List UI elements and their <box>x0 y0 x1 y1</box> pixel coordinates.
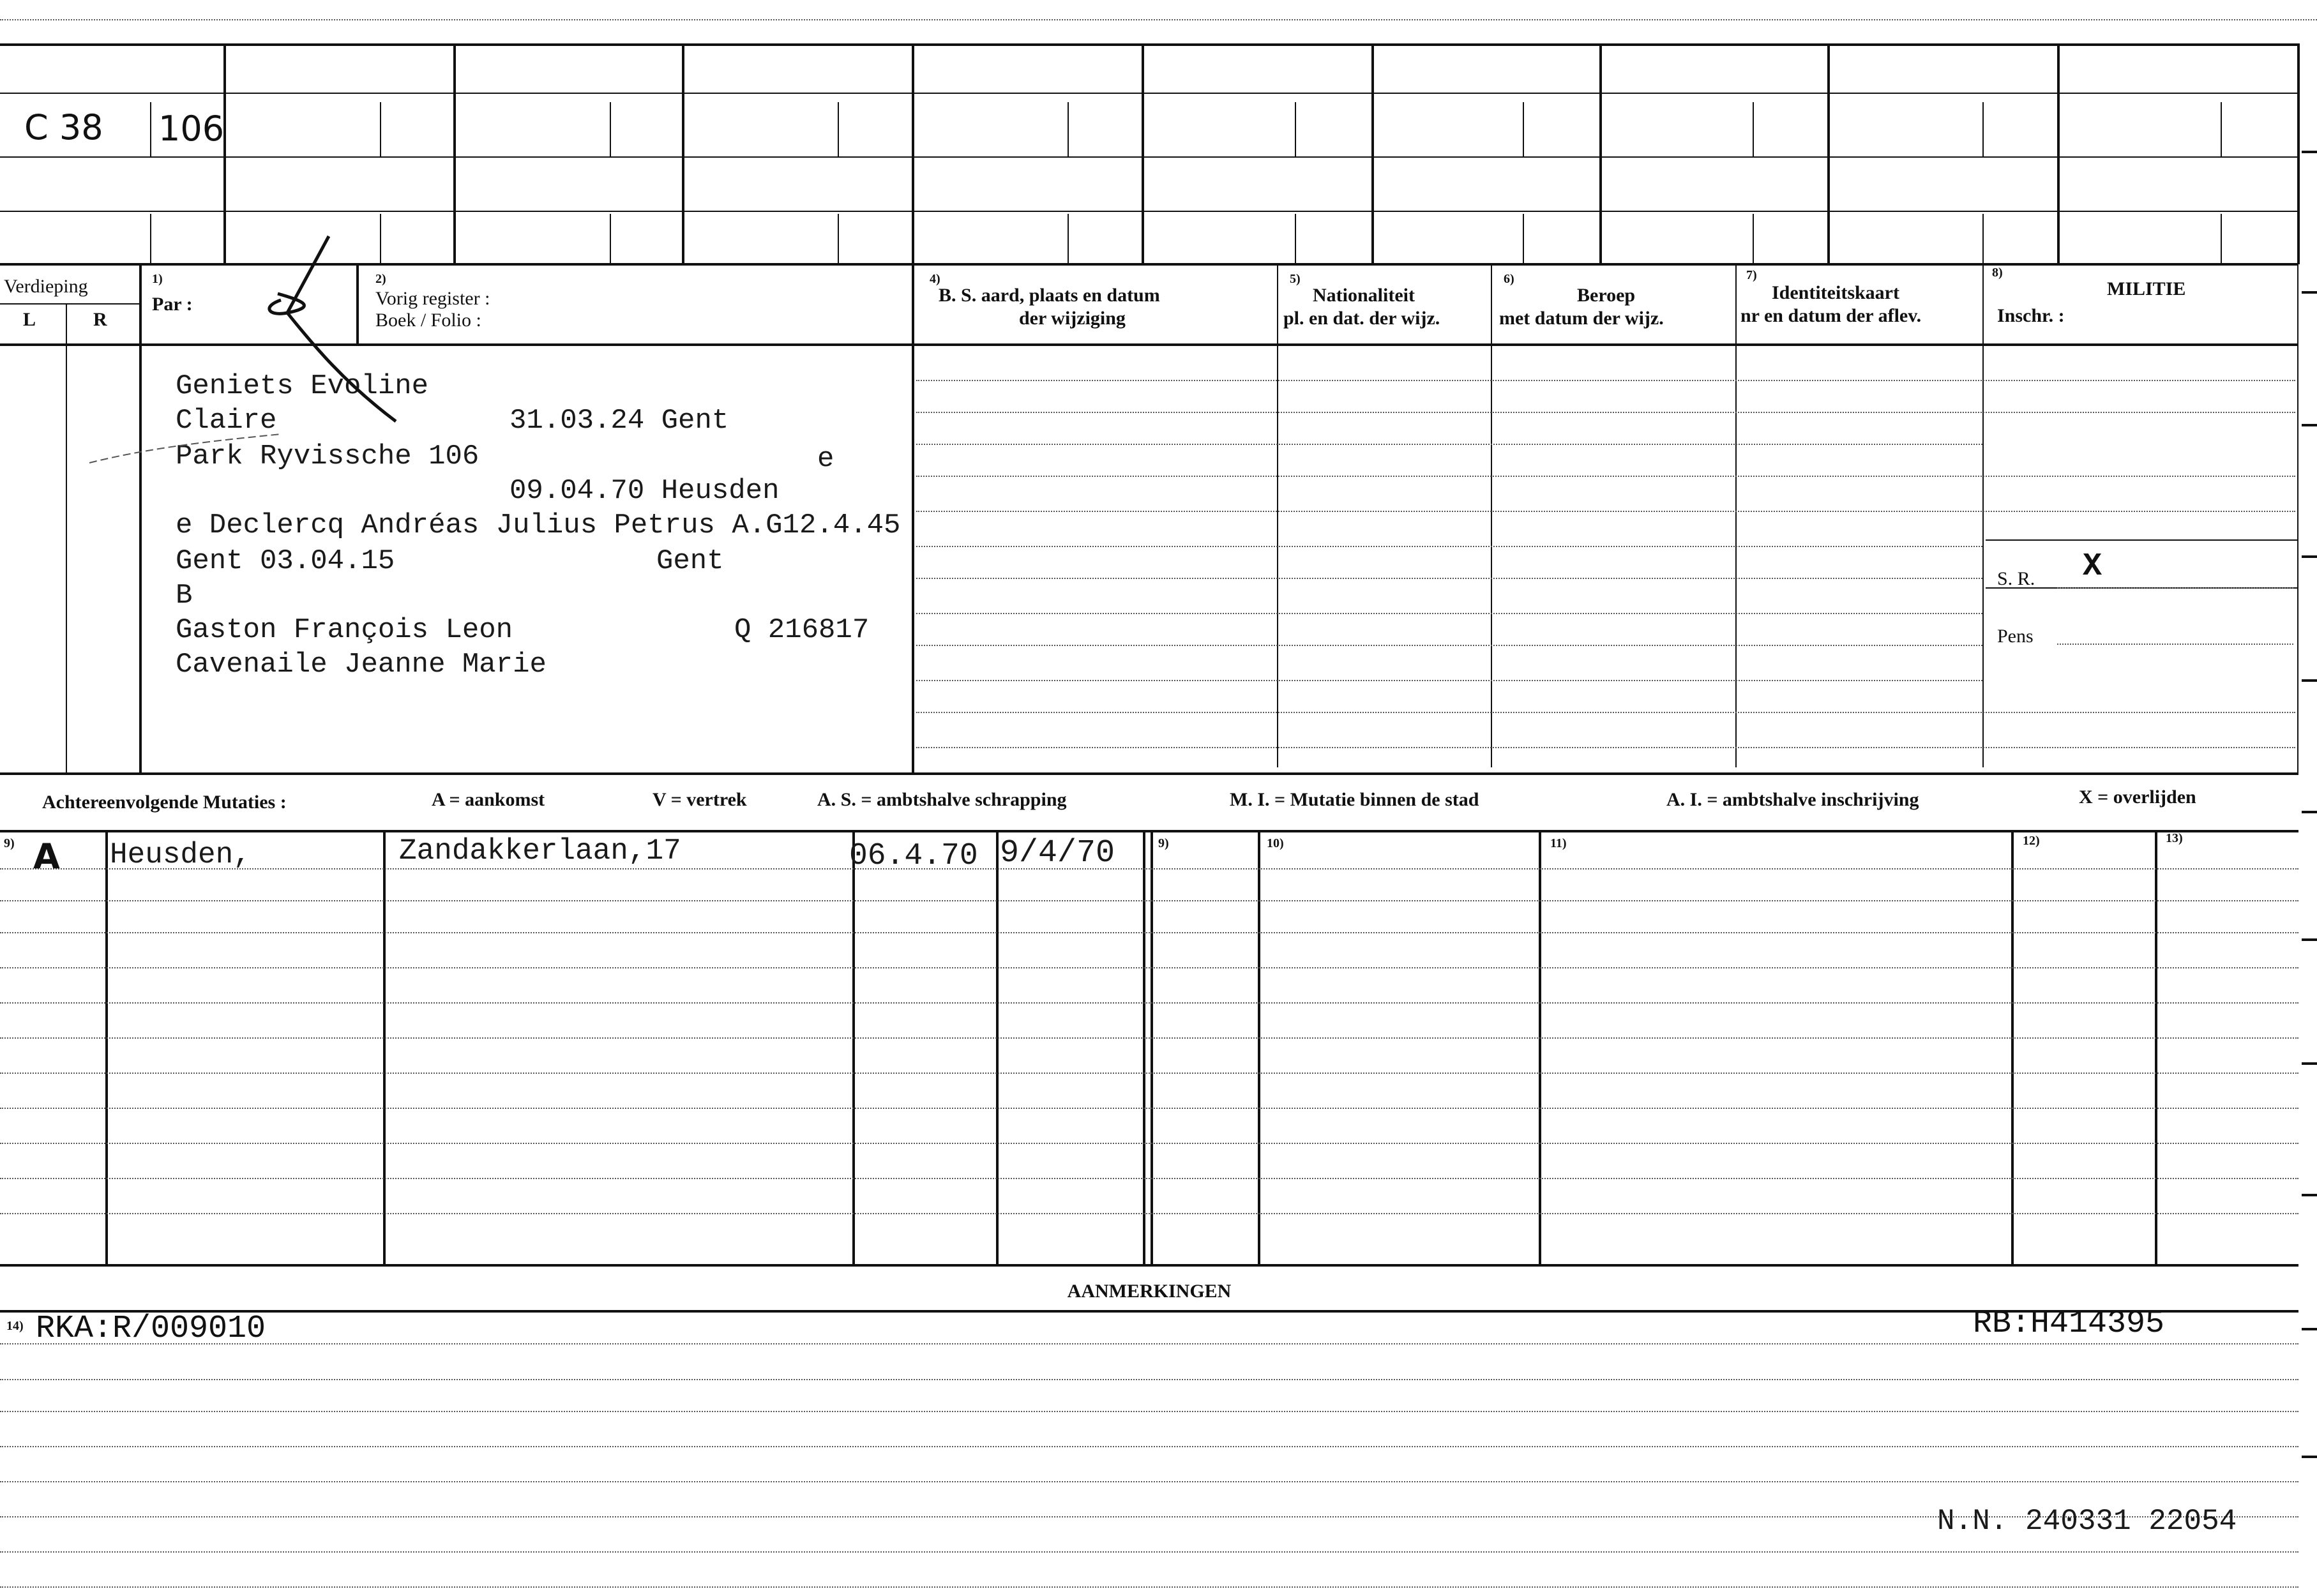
remarks-rb: RB:H414395 <box>1973 1306 2165 1342</box>
sr-value: X <box>2083 548 2102 585</box>
mutation-address: Zandakkerlaan,17 <box>399 834 681 868</box>
col6-title: Beroep <box>1577 285 1636 306</box>
person-line-8a: Gaston François Leon <box>176 614 513 646</box>
legend-ai: A. I. = ambtshalve inschrijving <box>1666 789 1919 810</box>
footnote-13: 13) <box>2166 831 2183 845</box>
check-mark-icon <box>77 230 409 472</box>
person-line-7: B <box>176 580 193 612</box>
mutation-date-1: 06.4.70 <box>849 839 978 873</box>
col6-sub: met datum der wijz. <box>1499 308 1664 329</box>
footnote-9b: 9) <box>1158 836 1169 850</box>
mutation-place: Heusden, <box>110 838 251 871</box>
inschr-label: Inschr. : <box>1997 305 2065 326</box>
person-line-2b: 31.03.24 Gent <box>509 405 729 437</box>
col7-title: Identiteitskaart <box>1772 282 1899 303</box>
top-number: 106 <box>158 109 225 149</box>
legend-v: V = vertrek <box>653 789 747 810</box>
person-line-6a: Gent 03.04.15 <box>176 545 395 577</box>
footnote-2: 2) <box>375 272 386 286</box>
person-line-9: Cavenaile Jeanne Marie <box>176 649 547 681</box>
person-line-2a: Claire <box>176 405 277 437</box>
col4-sub: der wijziging <box>1019 308 1126 329</box>
person-line-5: e Declercq Andréas Julius Petrus A.G12.4.45 <box>176 509 901 541</box>
footnote-9: 9) <box>4 836 15 850</box>
vorig-register-label: Vorig register : <box>375 288 490 309</box>
verdieping-label: Verdieping <box>4 276 88 297</box>
footnote-8: 8) <box>1992 266 2003 280</box>
remarks-rka: RKA:R/009010 <box>36 1311 266 1347</box>
footnote-11: 11) <box>1550 836 1567 850</box>
boek-folio-label: Boek / Folio : <box>375 310 481 331</box>
remarks-title: AANMERKINGEN <box>1067 1281 1232 1302</box>
mutation-type: A <box>33 836 60 877</box>
remarks-nn: N.N. 240331 22054 <box>1937 1505 2237 1538</box>
footnote-6: 6) <box>1504 272 1514 286</box>
person-line-8b: Q 216817 <box>734 614 870 646</box>
legend-x: X = overlijden <box>2079 787 2196 808</box>
legend-mi: M. I. = Mutatie binnen de stad <box>1230 789 1479 810</box>
par-label: Par : <box>152 294 193 315</box>
pens-label: Pens <box>1997 626 2034 647</box>
col5-title: Nationaliteit <box>1313 285 1415 306</box>
footnote-5: 5) <box>1290 272 1301 286</box>
person-line-3a: Park Ryvissche 106 <box>176 440 479 472</box>
person-line-4: 09.04.70 Heusden <box>509 475 780 507</box>
col4-title: B. S. aard, plaats en datum <box>939 285 1160 306</box>
mutation-date-2: 9/4/70 <box>1000 835 1115 871</box>
footnote-10: 10) <box>1267 836 1284 850</box>
legend-as: A. S. = ambtshalve schrapping <box>817 789 1067 810</box>
sr-label: S. R. <box>1997 568 2035 589</box>
col7-sub: nr en datum der aflev. <box>1740 305 1922 326</box>
person-line-6b: Gent <box>656 545 724 577</box>
col5-sub: pl. en dat. der wijz. <box>1283 308 1440 329</box>
person-line-3b: e <box>817 443 834 475</box>
militie-title: MILITIE <box>2107 278 2186 299</box>
footnote-4: 4) <box>930 272 940 286</box>
footnote-14: 14) <box>6 1319 24 1333</box>
footnote-12: 12) <box>2023 834 2040 848</box>
footnote-1: 1) <box>152 272 163 286</box>
col-l-label: L <box>23 309 36 330</box>
col-r-label: R <box>93 309 107 330</box>
footnote-7: 7) <box>1746 268 1757 282</box>
top-code: C 38 <box>24 107 103 147</box>
legend-a: A = aankomst <box>432 789 545 810</box>
legend-title: Achtereenvolgende Mutaties : <box>42 792 287 813</box>
person-line-1: Geniets Evoline <box>176 370 429 402</box>
